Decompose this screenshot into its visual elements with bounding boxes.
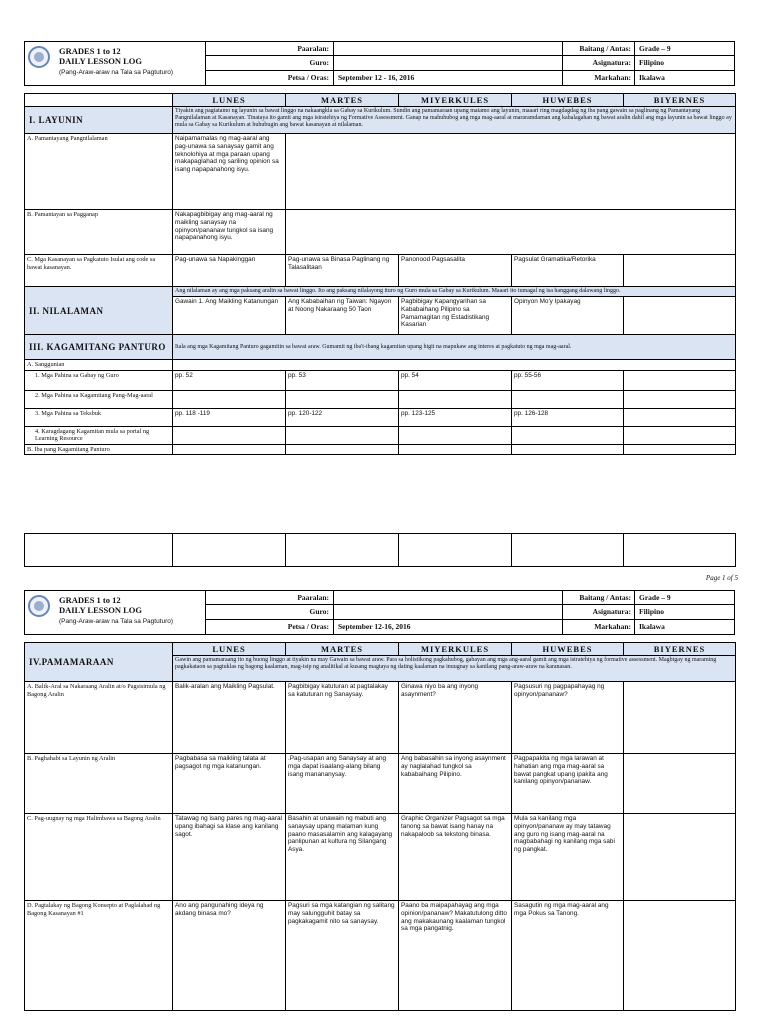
header-title-line1: GRADES 1 to 12 — [59, 595, 121, 605]
blank-cell[interactable] — [512, 534, 624, 567]
paaralan-value[interactable] — [334, 591, 562, 604]
section-layunin: I. LAYUNIN — [25, 107, 173, 134]
day-martes: MARTES — [286, 643, 399, 656]
nilalaman-lunes[interactable]: Gawain 1. Ang Maikling Katanungan — [173, 297, 286, 335]
paaralan-label: Paaralan: — [205, 591, 334, 604]
deped-seal-icon — [28, 595, 50, 617]
r5-martes[interactable] — [286, 444, 399, 455]
nilalaman-martes[interactable]: Ang Kababaihan ng Taiwan: Ngayon at Noong Nakaraang 50 Taon — [286, 297, 399, 335]
step-d-miyerkules[interactable]: Paano ba maipapahayag ang mga opinion/pananaw? Makatutulong ditto ang makakaunang kaalaman tungkol sa mga pangatnig. — [399, 901, 512, 1011]
day-miyerkules: MIYERKULES — [399, 94, 512, 107]
blank-cell[interactable] — [399, 534, 512, 567]
kagamitan-note: Itala ang mga Kagamitang Panturo gagamitin sa bawat araw. Gumamit ng iba't-ibang kagamitan upang higit na mapukaw ang interes at pagkatuto ng mga mag-aaral. — [173, 335, 736, 360]
asignatura-label: Asignatura: — [562, 56, 635, 69]
blank-cell[interactable] — [624, 534, 736, 567]
page-number: Page 1 of 5 — [705, 574, 738, 582]
r4-lunes[interactable] — [173, 426, 286, 444]
nilalaman-note: Ang nilalaman ay ang mga paksang aralin sa bawat linggo. Ito ang paksang nilalayong ituro ng Guro mula sa Gabay sa Kurikulum. Maaari ito tumagal ng isa hanggang dalawang linggo. — [173, 287, 736, 297]
corner-cell — [25, 94, 173, 107]
r4-biyernes[interactable] — [624, 426, 736, 444]
blank-cell[interactable] — [286, 534, 399, 567]
r3-biyernes[interactable] — [624, 408, 736, 426]
r5-huwebes[interactable] — [512, 444, 624, 455]
step-b-label: B. Paghahabi sa Layunin ng Aralin — [25, 754, 173, 814]
baitang-value: Grade – 9 — [639, 44, 671, 53]
nilalaman-biyernes[interactable] — [624, 297, 736, 335]
page-2 — [0, 590, 768, 1024]
r4-label: 4. Karagdagang Kagamitan mula sa portal ng Learning Resource — [25, 426, 173, 444]
r1-label: 1. Mga Pahina sa Gabay ng Guro — [25, 370, 173, 390]
header-title-line2: DAILY LESSON LOG — [59, 56, 142, 66]
step-a-martes[interactable]: Pagbibigay katuturan at pagtalakay sa katuturan ng Sanaysay. — [286, 682, 399, 754]
section-pamamaraan: IV.PAMAMARAAN — [25, 643, 173, 682]
step-a-label: A. Balik-Aral sa Nakaraang Aralin at/o Pagsisimula ng Bagong Aralin — [25, 682, 173, 754]
step-b-biyernes[interactable] — [624, 754, 736, 814]
r5-label: B. Iba pang Kagamitang Panturo — [25, 444, 173, 455]
r5-biyernes[interactable] — [624, 444, 736, 455]
markahan-value: Ikalawa — [639, 621, 665, 631]
asignatura-value: Filipino — [639, 607, 665, 617]
step-b-miyerkules[interactable]: Ang babasahin sa inyong asaynment ay naglalahad tungkol sa kababaihang Pilipino. — [399, 754, 512, 814]
sanggunian-label: A. Sanggunian — [25, 360, 173, 371]
day-huwebes: HUWEBES — [512, 643, 624, 656]
step-b-lunes[interactable]: Pagbabasa sa maikling talata at pagsagot ng mga katanungan. — [173, 754, 286, 814]
r4-huwebes[interactable] — [512, 426, 624, 444]
header-title-line2: DAILY LESSON LOG — [59, 605, 142, 615]
guro-label: Guro: — [205, 605, 334, 618]
r1-miyerkules[interactable]: pp. 54 — [399, 370, 512, 390]
row-c-biyernes[interactable] — [624, 255, 736, 287]
baitang-label: Baitang / Antas: — [562, 42, 635, 55]
paaralan-value[interactable] — [334, 42, 562, 55]
day-huwebes: HUWEBES — [512, 94, 624, 107]
step-a-miyerkules[interactable]: Ginawa niyo ba ang inyong asaynment? — [399, 682, 512, 754]
pamamaraan-note: Gawin ang pamamaraang ito ng buong linggo at tiyakin na may Gawain sa bawat araw. Para sa holistikong pagkahubog, gabayan ang mga ang-aaral gamit ang mga istratehiya ng formative assessment. Magbigay ng maraming pagkakataon sa pagtuklas ng bagong kaalaman, mag-isip ng analitikal at kusang magtaya ng dating kaalaman na inuugnay sa kanilang pang-araw-araw na karanasan. — [173, 656, 736, 682]
section-nilalaman: II. NILALAMAN — [25, 287, 173, 335]
deped-seal-icon — [28, 46, 50, 68]
header-box — [24, 41, 735, 86]
step-a-biyernes[interactable] — [624, 682, 736, 754]
row-c-miyerkules[interactable]: Panonood Pagsasalita — [399, 255, 512, 287]
nilalaman-miyerkules[interactable]: Pagbibigay Kapangyarihan sa Kababaihang Pilipino sa Pamamagitan ng Estadistikang Kasarian — [399, 297, 512, 335]
step-c-miyerkules[interactable]: Graphic Organizer Pagsagot sa mga tanong sa bawat isang hanay na nakapaloob sa tekstong binasa. — [399, 814, 512, 901]
markahan-label: Markahan: — [562, 71, 635, 85]
nilalaman-huwebes[interactable]: Opinyon Mo'y Ipakayag — [512, 297, 624, 335]
lesson-table-page2 — [24, 642, 736, 1011]
step-b-huwebes[interactable]: Pagpapakita ng mga larawan at hahatian ang mga mag-aaral sa bawat pangkat upang ipakita ang kanilang opinyon/pananaw. — [512, 754, 624, 814]
row-c-lunes[interactable]: Pag-unawa sa Napakinggan — [173, 255, 286, 287]
row-a-empty[interactable] — [286, 134, 736, 210]
petsa-label: Petsa / Oras: — [205, 620, 334, 634]
layunin-note: Tiyakin ang pagtatamo ng layunin sa bawat linggo na nakaangkla sa Gabay sa Kurikulum. Sundin ang pamamaraan upang matamo ang layunin, maaari ring magdagdag ng iba pang gawain sa paglinang ng Pamantayang Pangnilalaman at Kasanayan. Tinataya ito gamit ang mga istratehiya ng Formative Assessment. Ganap na mahuhubog ang mga mag-aaral at mararamdaman ang kahalagahan ng bawat aralin dahil ang mga layunin sa bawat linggo ay mula sa Gabay sa Kurikulum at huhubugin ang bawat kasanayan at nilalaman. — [173, 107, 736, 134]
guro-label: Guro: — [205, 56, 334, 69]
row-b-empty[interactable] — [286, 210, 736, 255]
step-c-martes[interactable]: Basahin at unawain ng mabuti ang sanaysay upang malaman kung paano masasalamin ang kalagayang panlipunan at kultura ng Silangang Asya. — [286, 814, 399, 901]
r1-martes[interactable]: pp. 53 — [286, 370, 399, 390]
blank-cell[interactable] — [25, 534, 173, 567]
step-a-lunes[interactable]: Balik-aralan ang Maikling Pagsulat. — [173, 682, 286, 754]
step-d-martes[interactable]: Pagsuri sa mga katangian ng salitang may salungguhit batay sa pagkakagamit nito sa sanaysay. — [286, 901, 399, 1011]
row-a-label: A. Pamantayang Pangnilalaman — [25, 134, 173, 210]
r1-lunes[interactable]: pp. 52 — [173, 370, 286, 390]
lesson-table-page1 — [24, 93, 736, 455]
day-lunes: LUNES — [173, 94, 286, 107]
header-title-line3: (Pang-Araw-araw na Tala sa Pagtuturo) — [59, 618, 174, 625]
row-a-value[interactable]: Naipamamalas ng mag-aaral ang pag-unawa sa sanaysay gamit ang teknolohiya at mga paraan upang makapaglahad ng sariling opinion sa isang napapanahong isyu. — [173, 134, 286, 210]
day-lunes: LUNES — [173, 643, 286, 656]
day-martes: MARTES — [286, 94, 399, 107]
step-d-huwebes[interactable]: Sasagutin ng mga mag-aaral ang mga Pokus sa Tanong. — [512, 901, 624, 1011]
blank-row-table — [24, 533, 736, 567]
paaralan-label: Paaralan: — [205, 42, 334, 55]
step-d-label: D. Pagtalakay ng Bagong Konsepto at Paglalahad ng Bagong Kasanayan #1 — [25, 901, 173, 1011]
r2-martes[interactable] — [286, 390, 399, 408]
asignatura-value: Filipino — [639, 58, 665, 68]
r3-lunes[interactable]: pp. 118 -119 — [173, 408, 286, 426]
r1-biyernes[interactable] — [624, 370, 736, 390]
guro-value[interactable] — [334, 605, 562, 618]
step-d-lunes[interactable]: Ano ang pangunahing ideya ng akdang binasa mo? — [173, 901, 286, 1011]
r1-huwebes[interactable]: pp. 55-56 — [512, 370, 624, 390]
row-b-label: B. Pamantayan sa Pagganap — [25, 210, 173, 255]
r3-miyerkules[interactable]: pp. 123-125 — [399, 408, 512, 426]
row-b-value[interactable]: Nakapagbibigay ang mag-aaral ng maikling sanaysay na opinyon/pananaw tungkol sa isang napapanahong isyu. — [173, 210, 286, 255]
r2-lunes[interactable] — [173, 390, 286, 408]
row-c-label: C. Mga Kasanayan sa Pagkatuto Isulat ang code sa bawat kasanayan. — [25, 255, 173, 287]
step-c-huwebes[interactable]: Mula sa kanilang mga opinyon/pananaw ay may tatawag ang guro ng isang mag-aaral na magbabahagi ng kanilang mga sabi ng pangkat. — [512, 814, 624, 901]
header-grid — [205, 591, 735, 634]
r4-martes[interactable] — [286, 426, 399, 444]
section-kagamitan: III. KAGAMITANG PANTURO — [25, 335, 173, 360]
r4-miyerkules[interactable] — [399, 426, 512, 444]
header-box-page2 — [24, 590, 735, 635]
r2-label: 2. Mga Pahina sa Kagamitang Pang-Mag-aaral — [25, 390, 173, 408]
asignatura-label: Asignatura: — [562, 605, 635, 618]
step-c-lunes[interactable]: Tatawag ng isang pares ng mag-aaral upang ibahagi sa klase ang kanilang sagot. — [173, 814, 286, 901]
day-biyernes: BIYERNES — [624, 94, 736, 107]
step-a-huwebes[interactable]: Pagsusuri ng pagpapahayag ng opinyon/pananaw? — [512, 682, 624, 754]
row-c-huwebes[interactable]: Pagsulat Gramatika/Retorika — [512, 255, 624, 287]
blank-cell[interactable] — [173, 534, 286, 567]
baitang-label: Baitang / Antas: — [562, 591, 635, 604]
baitang-value: Grade – 9 — [639, 593, 671, 602]
r3-label: 3. Mga Pahina sa Teksbuk — [25, 408, 173, 426]
step-c-biyernes[interactable] — [624, 814, 736, 901]
r3-huwebes[interactable]: pp. 126-128 — [512, 408, 624, 426]
markahan-label: Markahan: — [562, 620, 635, 634]
row-c-martes[interactable]: Pag-unawa sa Binasa Paglinang ng Talasalitaan — [286, 255, 399, 287]
petsa-label: Petsa / Oras: — [205, 71, 334, 85]
sanggunian-empty[interactable] — [173, 360, 736, 371]
step-c-label: C. Pag-uugnay ng mga Halimbawa sa Bagong Aralin — [25, 814, 173, 901]
petsa-value: September 12 - 16, 2016 — [338, 72, 415, 82]
header-grid — [205, 42, 735, 85]
markahan-value: Ikalawa — [639, 72, 665, 82]
header-title-line1: GRADES 1 to 12 — [59, 46, 121, 56]
petsa-value: September 12-16, 2016 — [338, 621, 411, 631]
r2-huwebes[interactable] — [512, 390, 624, 408]
r2-miyerkules[interactable] — [399, 390, 512, 408]
step-d-biyernes[interactable] — [624, 901, 736, 1011]
r3-martes[interactable]: pp. 120-122 — [286, 408, 399, 426]
day-biyernes: BIYERNES — [624, 643, 736, 656]
day-miyerkules: MIYERKULES — [399, 643, 512, 656]
guro-value[interactable] — [334, 56, 562, 69]
r2-biyernes[interactable] — [624, 390, 736, 408]
r5-lunes[interactable] — [173, 444, 286, 455]
r5-miyerkules[interactable] — [399, 444, 512, 455]
step-b-martes[interactable]: .Pag-usapan ang Sanaysay at ang mga dapat isaalang-alang bilang isang manananysay. — [286, 754, 399, 814]
header-title-line3: (Pang-Araw-araw na Tala sa Pagtuturo) — [59, 69, 174, 76]
